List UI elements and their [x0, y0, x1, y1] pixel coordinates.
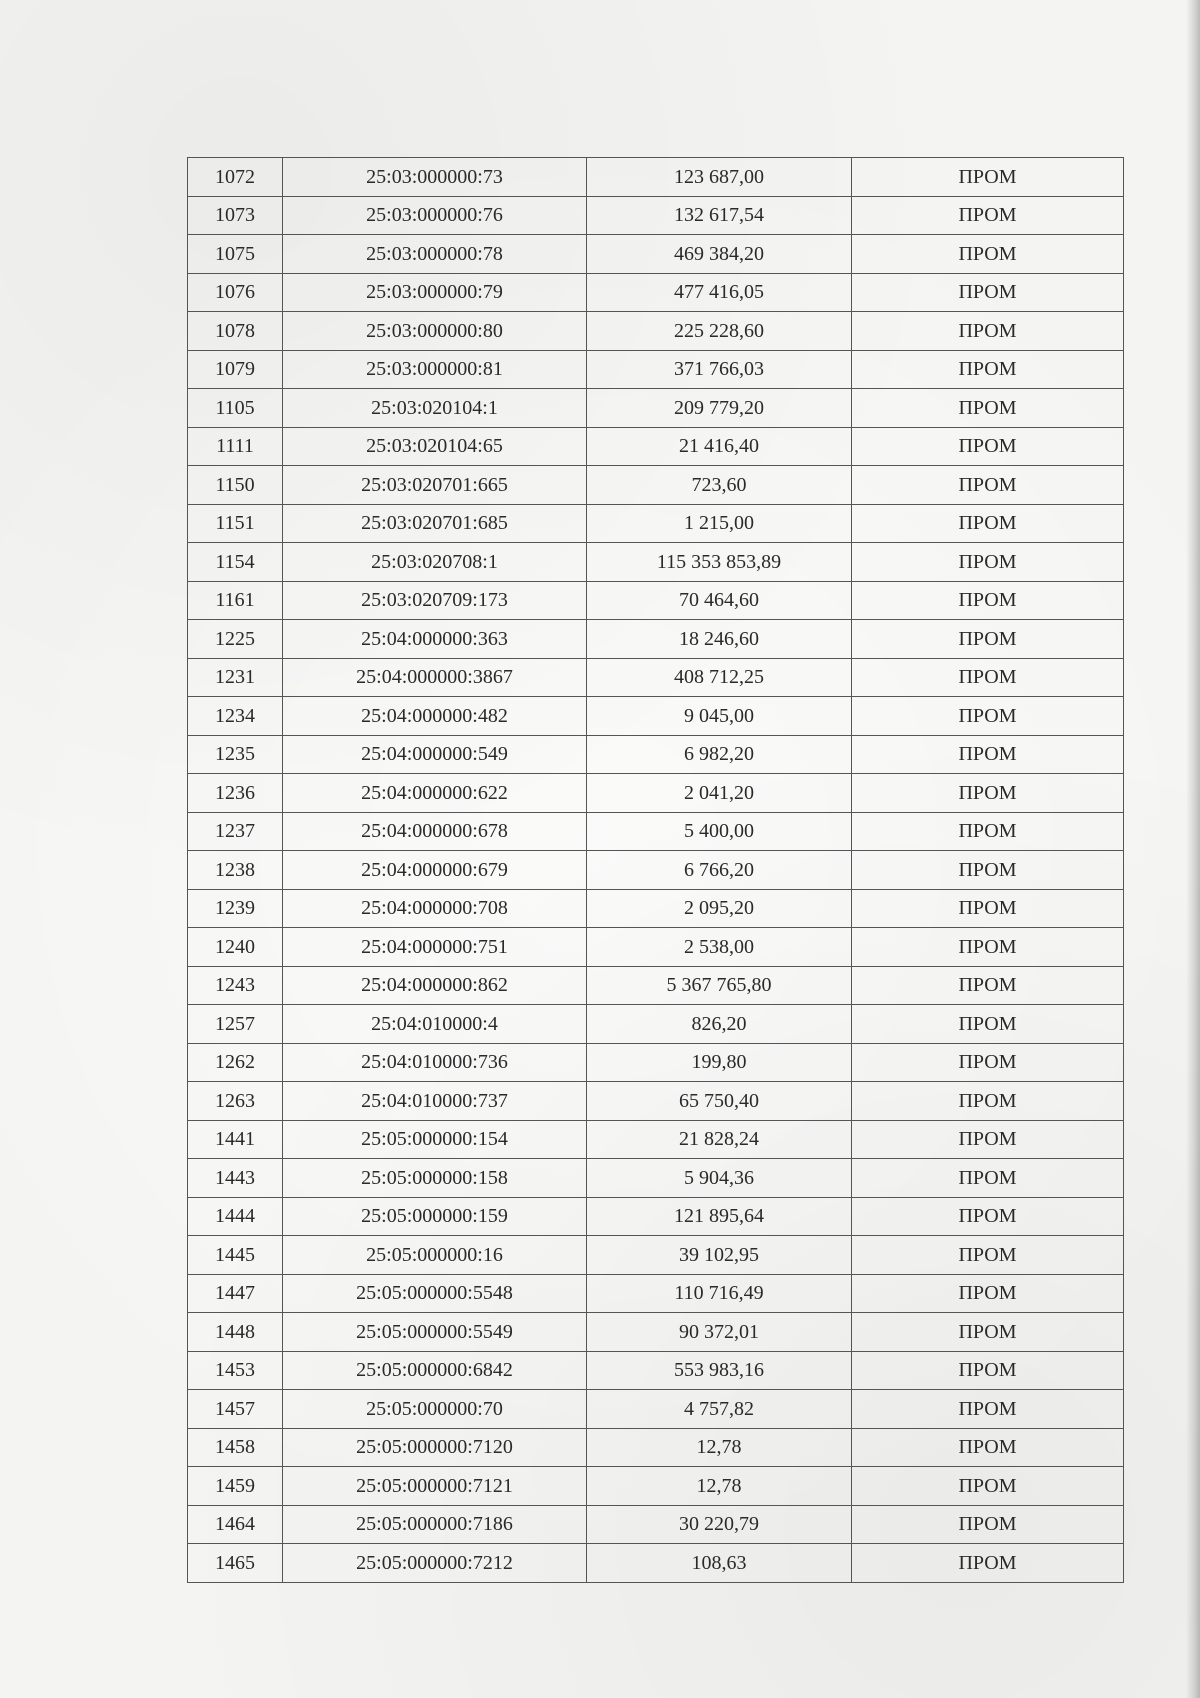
- cadastral-number-cell: 25:03:020708:1: [283, 543, 587, 582]
- table-row: [188, 1043, 1124, 1082]
- land-category-cell: ПРОМ: [852, 312, 1124, 351]
- cadastral-value-cell: 2 041,20: [587, 774, 852, 813]
- land-category-cell: ПРОМ: [852, 1313, 1124, 1352]
- row-number-cell: 1465: [188, 1544, 283, 1583]
- row-number-cell: 1459: [188, 1467, 283, 1506]
- row-number-cell: 1075: [188, 235, 283, 274]
- land-category-cell: ПРОМ: [852, 1043, 1124, 1082]
- table-body: [188, 158, 1124, 1583]
- table-row: [188, 235, 1124, 274]
- land-category-cell: ПРОМ: [852, 350, 1124, 389]
- cadastral-value-cell: 65 750,40: [587, 1082, 852, 1121]
- cadastral-number-cell: 25:03:000000:79: [283, 273, 587, 312]
- table-row: [188, 658, 1124, 697]
- row-number-cell: 1072: [188, 158, 283, 197]
- cadastral-value-cell: 90 372,01: [587, 1313, 852, 1352]
- cadastral-number-cell: 25:05:000000:7120: [283, 1428, 587, 1467]
- cadastral-number-cell: 25:05:000000:70: [283, 1390, 587, 1429]
- table-row: [188, 812, 1124, 851]
- table-row: [188, 735, 1124, 774]
- cadastral-value-cell: 132 617,54: [587, 196, 852, 235]
- land-category-cell: ПРОМ: [852, 158, 1124, 197]
- cadastral-value-cell: 2 538,00: [587, 928, 852, 967]
- cadastral-value-cell: 469 384,20: [587, 235, 852, 274]
- land-category-cell: ПРОМ: [852, 812, 1124, 851]
- land-category-cell: ПРОМ: [852, 543, 1124, 582]
- table-row: [188, 1082, 1124, 1121]
- cadastral-number-cell: 25:03:020104:1: [283, 389, 587, 428]
- cadastral-number-cell: 25:04:000000:678: [283, 812, 587, 851]
- row-number-cell: 1448: [188, 1313, 283, 1352]
- land-category-cell: ПРОМ: [852, 1274, 1124, 1313]
- cadastral-value-cell: 225 228,60: [587, 312, 852, 351]
- cadastral-value-cell: 12,78: [587, 1467, 852, 1506]
- land-category-cell: ПРОМ: [852, 1005, 1124, 1044]
- land-category-cell: ПРОМ: [852, 1390, 1124, 1429]
- table-row: [188, 620, 1124, 659]
- land-category-cell: ПРОМ: [852, 235, 1124, 274]
- row-number-cell: 1111: [188, 427, 283, 466]
- cadastral-value-cell: 21 828,24: [587, 1120, 852, 1159]
- cadastral-number-cell: 25:05:000000:6842: [283, 1351, 587, 1390]
- land-category-cell: ПРОМ: [852, 658, 1124, 697]
- table-row: [188, 1005, 1124, 1044]
- cadastral-number-cell: 25:04:000000:708: [283, 889, 587, 928]
- row-number-cell: 1105: [188, 389, 283, 428]
- cadastral-value-cell: 39 102,95: [587, 1236, 852, 1275]
- table-row: [188, 928, 1124, 967]
- row-number-cell: 1078: [188, 312, 283, 351]
- cadastral-value-cell: 4 757,82: [587, 1390, 852, 1429]
- cadastral-value-cell: 826,20: [587, 1005, 852, 1044]
- table-row: [188, 504, 1124, 543]
- cadastral-number-cell: 25:04:000000:751: [283, 928, 587, 967]
- cadastral-value-cell: 477 416,05: [587, 273, 852, 312]
- cadastral-value-cell: 21 416,40: [587, 427, 852, 466]
- cadastral-number-cell: 25:04:010000:737: [283, 1082, 587, 1121]
- row-number-cell: 1457: [188, 1390, 283, 1429]
- table-row: [188, 312, 1124, 351]
- cadastral-value-cell: 408 712,25: [587, 658, 852, 697]
- land-category-cell: ПРОМ: [852, 851, 1124, 890]
- row-number-cell: 1443: [188, 1159, 283, 1198]
- cadastral-number-cell: 25:03:020701:685: [283, 504, 587, 543]
- cadastral-value-cell: 6 982,20: [587, 735, 852, 774]
- row-number-cell: 1447: [188, 1274, 283, 1313]
- cadastral-value-cell: 108,63: [587, 1544, 852, 1583]
- cadastral-number-cell: 25:05:000000:5549: [283, 1313, 587, 1352]
- cadastral-value-cell: 553 983,16: [587, 1351, 852, 1390]
- cadastral-number-cell: 25:05:000000:154: [283, 1120, 587, 1159]
- land-category-cell: ПРОМ: [852, 1082, 1124, 1121]
- cadastral-value-cell: 5 367 765,80: [587, 966, 852, 1005]
- cadastral-value-cell: 30 220,79: [587, 1505, 852, 1544]
- cadastral-number-cell: 25:04:010000:736: [283, 1043, 587, 1082]
- cadastral-number-cell: 25:04:000000:482: [283, 697, 587, 736]
- land-category-cell: ПРОМ: [852, 1351, 1124, 1390]
- row-number-cell: 1240: [188, 928, 283, 967]
- row-number-cell: 1453: [188, 1351, 283, 1390]
- table-row: [188, 697, 1124, 736]
- row-number-cell: 1151: [188, 504, 283, 543]
- cadastral-number-cell: 25:04:000000:679: [283, 851, 587, 890]
- land-category-cell: ПРОМ: [852, 196, 1124, 235]
- cadastral-value-cell: 1 215,00: [587, 504, 852, 543]
- land-category-cell: ПРОМ: [852, 1428, 1124, 1467]
- land-category-cell: ПРОМ: [852, 1120, 1124, 1159]
- table-row: [188, 1159, 1124, 1198]
- row-number-cell: 1150: [188, 466, 283, 505]
- cadastral-value-cell: 371 766,03: [587, 350, 852, 389]
- row-number-cell: 1238: [188, 851, 283, 890]
- table-row: [188, 1351, 1124, 1390]
- cadastral-number-cell: 25:04:000000:622: [283, 774, 587, 813]
- table-row: [188, 581, 1124, 620]
- land-category-cell: ПРОМ: [852, 273, 1124, 312]
- cadastral-number-cell: 25:04:010000:4: [283, 1005, 587, 1044]
- table-row: [188, 851, 1124, 890]
- cadastral-value-cell: 199,80: [587, 1043, 852, 1082]
- land-category-cell: ПРОМ: [852, 1544, 1124, 1583]
- row-number-cell: 1154: [188, 543, 283, 582]
- cadastral-value-cell: 121 895,64: [587, 1197, 852, 1236]
- cadastral-number-cell: 25:03:000000:76: [283, 196, 587, 235]
- table-row: [188, 966, 1124, 1005]
- row-number-cell: 1076: [188, 273, 283, 312]
- table-row: [188, 1390, 1124, 1429]
- cadastral-number-cell: 25:04:000000:862: [283, 966, 587, 1005]
- table-row: [188, 1274, 1124, 1313]
- cadastral-value-cell: 123 687,00: [587, 158, 852, 197]
- row-number-cell: 1237: [188, 812, 283, 851]
- row-number-cell: 1441: [188, 1120, 283, 1159]
- cadastral-number-cell: 25:03:020709:173: [283, 581, 587, 620]
- table-row: [188, 1120, 1124, 1159]
- row-number-cell: 1239: [188, 889, 283, 928]
- row-number-cell: 1235: [188, 735, 283, 774]
- table-row: [188, 196, 1124, 235]
- table-row: [188, 889, 1124, 928]
- cadastral-number-cell: 25:05:000000:7186: [283, 1505, 587, 1544]
- cadastral-value-cell: 6 766,20: [587, 851, 852, 890]
- cadastral-number-cell: 25:03:020701:665: [283, 466, 587, 505]
- table-row: [188, 1428, 1124, 1467]
- page-edge-shadow: [1186, 0, 1200, 1698]
- land-category-cell: ПРОМ: [852, 889, 1124, 928]
- row-number-cell: 1231: [188, 658, 283, 697]
- table-row: [188, 774, 1124, 813]
- cadastral-value-cell: 5 400,00: [587, 812, 852, 851]
- cadastral-number-cell: 25:03:000000:73: [283, 158, 587, 197]
- land-category-cell: ПРОМ: [852, 697, 1124, 736]
- land-category-cell: ПРОМ: [852, 1197, 1124, 1236]
- table-row: [188, 427, 1124, 466]
- cadastral-number-cell: 25:05:000000:7212: [283, 1544, 587, 1583]
- land-plots-table: [187, 157, 1124, 1583]
- row-number-cell: 1161: [188, 581, 283, 620]
- row-number-cell: 1464: [188, 1505, 283, 1544]
- row-number-cell: 1073: [188, 196, 283, 235]
- cadastral-value-cell: 2 095,20: [587, 889, 852, 928]
- cadastral-value-cell: 18 246,60: [587, 620, 852, 659]
- row-number-cell: 1263: [188, 1082, 283, 1121]
- table-row: [188, 389, 1124, 428]
- row-number-cell: 1225: [188, 620, 283, 659]
- row-number-cell: 1236: [188, 774, 283, 813]
- table-row: [188, 273, 1124, 312]
- cadastral-number-cell: 25:05:000000:158: [283, 1159, 587, 1198]
- row-number-cell: 1243: [188, 966, 283, 1005]
- land-category-cell: ПРОМ: [852, 1236, 1124, 1275]
- cadastral-number-cell: 25:03:000000:80: [283, 312, 587, 351]
- land-category-cell: ПРОМ: [852, 427, 1124, 466]
- row-number-cell: 1262: [188, 1043, 283, 1082]
- land-category-cell: ПРОМ: [852, 504, 1124, 543]
- cadastral-value-cell: 115 353 853,89: [587, 543, 852, 582]
- table-row: [188, 1313, 1124, 1352]
- table-row: [188, 1197, 1124, 1236]
- land-category-cell: ПРОМ: [852, 1159, 1124, 1198]
- table-row: [188, 543, 1124, 582]
- row-number-cell: 1079: [188, 350, 283, 389]
- table-row: [188, 158, 1124, 197]
- table-row: [188, 1236, 1124, 1275]
- land-category-cell: ПРОМ: [852, 581, 1124, 620]
- row-number-cell: 1445: [188, 1236, 283, 1275]
- cadastral-value-cell: 110 716,49: [587, 1274, 852, 1313]
- cadastral-value-cell: 5 904,36: [587, 1159, 852, 1198]
- cadastral-number-cell: 25:05:000000:159: [283, 1197, 587, 1236]
- cadastral-number-cell: 25:04:000000:3867: [283, 658, 587, 697]
- cadastral-number-cell: 25:03:000000:81: [283, 350, 587, 389]
- row-number-cell: 1444: [188, 1197, 283, 1236]
- cadastral-number-cell: 25:04:000000:363: [283, 620, 587, 659]
- cadastral-value-cell: 723,60: [587, 466, 852, 505]
- table-row: [188, 350, 1124, 389]
- row-number-cell: 1257: [188, 1005, 283, 1044]
- land-category-cell: ПРОМ: [852, 389, 1124, 428]
- cadastral-value-cell: 209 779,20: [587, 389, 852, 428]
- cadastral-number-cell: 25:05:000000:5548: [283, 1274, 587, 1313]
- cadastral-number-cell: 25:05:000000:16: [283, 1236, 587, 1275]
- table-row: [188, 1544, 1124, 1583]
- cadastral-number-cell: 25:04:000000:549: [283, 735, 587, 774]
- land-category-cell: ПРОМ: [852, 620, 1124, 659]
- row-number-cell: 1458: [188, 1428, 283, 1467]
- land-category-cell: ПРОМ: [852, 466, 1124, 505]
- cadastral-number-cell: 25:05:000000:7121: [283, 1467, 587, 1506]
- table-row: [188, 466, 1124, 505]
- table-row: [188, 1505, 1124, 1544]
- land-category-cell: ПРОМ: [852, 1505, 1124, 1544]
- cadastral-value-cell: 12,78: [587, 1428, 852, 1467]
- land-category-cell: ПРОМ: [852, 966, 1124, 1005]
- cadastral-number-cell: 25:03:020104:65: [283, 427, 587, 466]
- cadastral-value-cell: 70 464,60: [587, 581, 852, 620]
- table-row: [188, 1467, 1124, 1506]
- land-category-cell: ПРОМ: [852, 928, 1124, 967]
- land-category-cell: ПРОМ: [852, 774, 1124, 813]
- land-category-cell: ПРОМ: [852, 1467, 1124, 1506]
- row-number-cell: 1234: [188, 697, 283, 736]
- cadastral-number-cell: 25:03:000000:78: [283, 235, 587, 274]
- cadastral-value-cell: 9 045,00: [587, 697, 852, 736]
- land-category-cell: ПРОМ: [852, 735, 1124, 774]
